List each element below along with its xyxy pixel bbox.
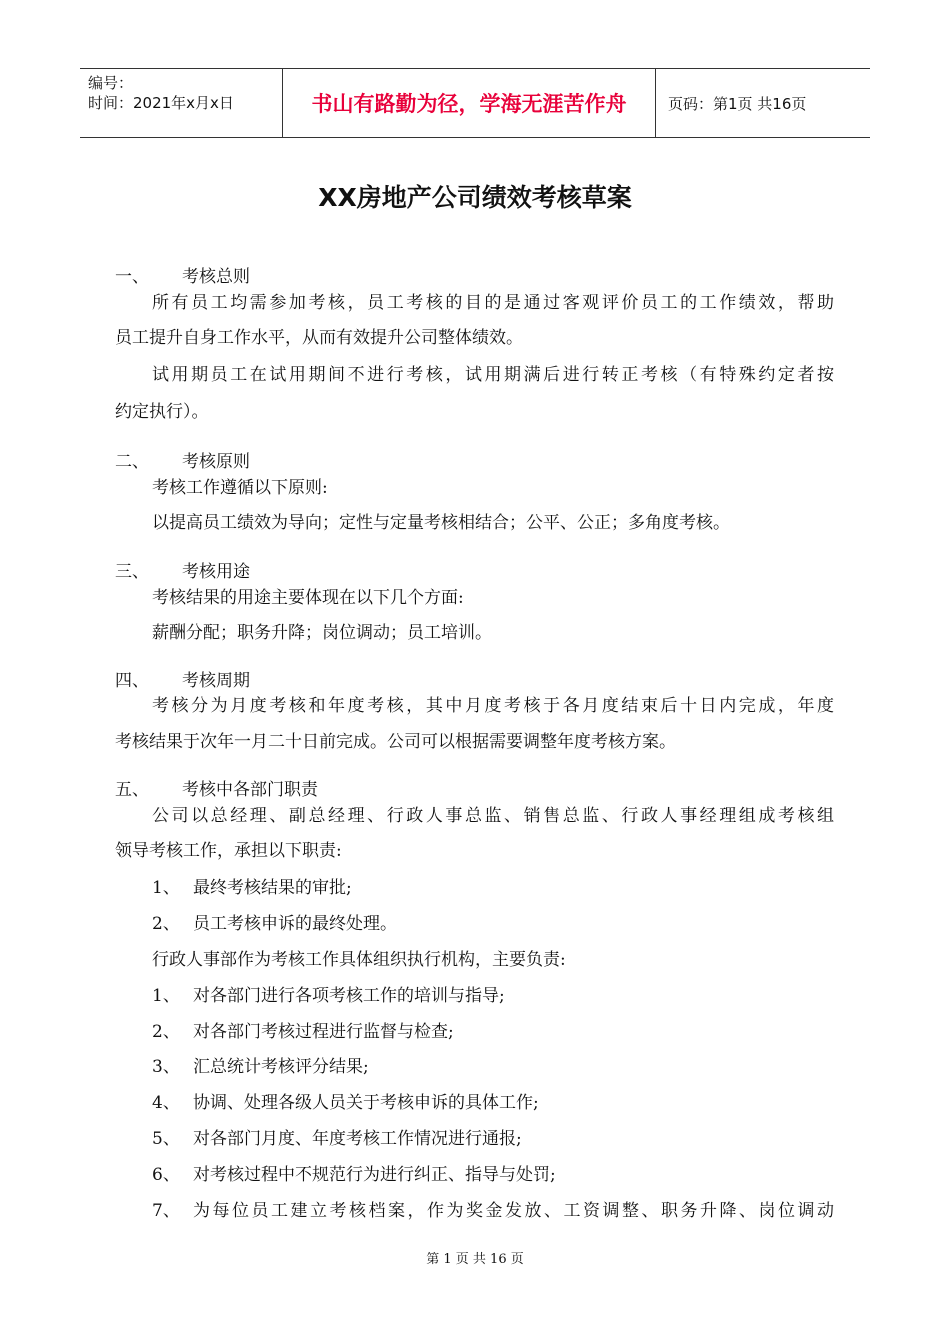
list-item-text: 对各部门进行各项考核工作的培训与指导; <box>193 986 505 1006</box>
list-item-text: 为每位员工建立考核档案，作为奖金发放、工资调整、职务升降、岗位调动 <box>193 1201 834 1221</box>
paragraph-line: 考核结果于次年一月二十日前完成。公司可以根据需要调整年度考核方案。 <box>115 732 676 752</box>
document-title: XX房地产公司绩效考核草案 <box>318 183 632 212</box>
paragraph-line: 以提高员工绩效为导向；定性与定量考核相结合；公平、公正；多角度考核。 <box>152 513 730 533</box>
section-title: 考核周期 <box>182 671 250 691</box>
section-number: 一、 <box>115 267 149 287</box>
document-time-label: 时间：2021年x月x日 <box>88 94 234 112</box>
list-item-text: 对考核过程中不规范行为进行纠正、指导与处罚; <box>193 1165 556 1185</box>
section-number: 四、 <box>115 671 149 691</box>
paragraph-line: 公司以总经理、副总经理、行政人事总监、销售总监、行政人事经理组成考核组 <box>152 806 834 826</box>
list-item-number: 7、 <box>152 1201 180 1221</box>
list-item-text: 员工考核申诉的最终处理。 <box>193 914 397 934</box>
list-item-text: 协调、处理各级人员关于考核申诉的具体工作; <box>193 1093 539 1113</box>
paragraph-line: 员工提升自身工作水平，从而有效提升公司整体绩效。 <box>115 328 523 348</box>
header-page-info: 页码：第1页 共16页 <box>668 94 807 113</box>
section-number: 二、 <box>115 452 149 472</box>
page-footer: 第 1 页 共 16 页 <box>426 1252 524 1267</box>
list-item-number: 1、 <box>152 986 180 1006</box>
paragraph-line: 考核工作遵循以下原则: <box>152 478 328 498</box>
list-item-number: 2、 <box>152 1022 180 1042</box>
list-item-number: 2、 <box>152 914 180 934</box>
header-meta <box>80 69 282 137</box>
list-item-text: 最终考核结果的审批; <box>193 878 352 898</box>
paragraph-line: 薪酬分配；职务升降；岗位调动；员工培训。 <box>152 623 492 643</box>
paragraph-line: 行政人事部作为考核工作具体组织执行机构，主要负责: <box>152 950 566 970</box>
paragraph-line: 考核结果的用途主要体现在以下几个方面: <box>152 588 464 608</box>
list-item-text: 对各部门考核过程进行监督与检查; <box>193 1022 454 1042</box>
paragraph-line: 试用期员工在试用期间不进行考核，试用期满后进行转正考核（有特殊约定者按 <box>152 365 834 385</box>
section-number: 三、 <box>115 562 149 582</box>
paragraph-line: 考核分为月度考核和年度考核，其中月度考核于各月度结束后十日内完成，年度 <box>152 696 834 716</box>
list-item-number: 3、 <box>152 1057 180 1077</box>
list-item-text: 汇总统计考核评分结果; <box>193 1057 369 1077</box>
paragraph-line: 所有员工均需参加考核，员工考核的目的是通过客观评价员工的工作绩效，帮助 <box>152 293 834 313</box>
header-motto: 书山有路勤为径，学海无涯苦作舟 <box>282 69 656 137</box>
list-item-number: 5、 <box>152 1129 180 1149</box>
document-number-label: 编号： <box>88 74 134 92</box>
section-title: 考核中各部门职责 <box>182 780 318 800</box>
list-item-number: 6、 <box>152 1165 180 1185</box>
list-item-number: 4、 <box>152 1093 180 1113</box>
list-item-number: 1、 <box>152 878 180 898</box>
section-title: 考核用途 <box>182 562 250 582</box>
paragraph-line: 约定执行）。 <box>115 402 209 422</box>
section-title: 考核原则 <box>182 452 250 472</box>
list-item-text: 对各部门月度、年度考核工作情况进行通报; <box>193 1129 522 1149</box>
section-number: 五、 <box>115 780 149 800</box>
page-header <box>80 68 870 138</box>
section-title: 考核总则 <box>182 267 250 287</box>
paragraph-line: 领导考核工作，承担以下职责: <box>115 841 342 861</box>
